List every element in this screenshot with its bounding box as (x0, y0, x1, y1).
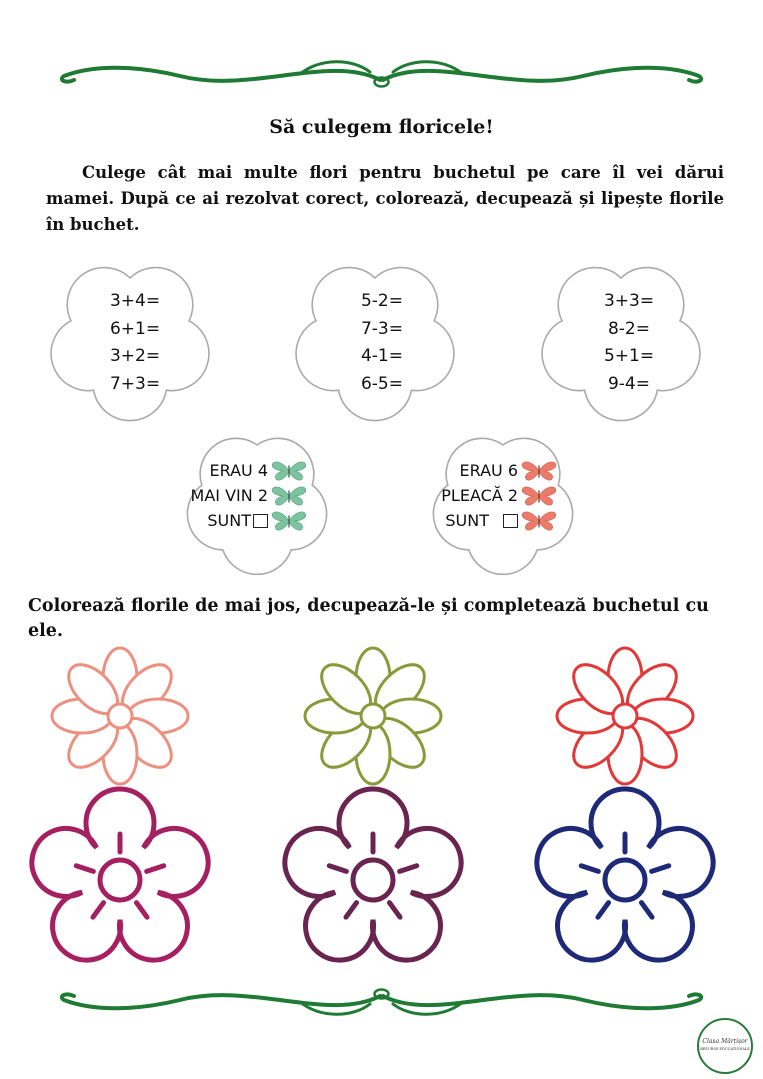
equation: 3+3= (603, 291, 655, 311)
coloring-instruction: Colorează florile de mai jos, decupează-le și completează buchetul cu ele. (28, 596, 709, 641)
problem-text: MAI VIN 2 (190, 486, 268, 505)
flower-icon[interactable] (32, 789, 208, 960)
equation: 7+3= (109, 373, 161, 394)
page-title: Să culegem floricele! (269, 116, 494, 138)
equation: 5-2= (360, 291, 403, 311)
problem-text: PLEACĂ 2 (441, 486, 518, 505)
flower-icon[interactable] (305, 648, 441, 784)
problem-text: ERAU 6 (459, 461, 518, 480)
intro-text: Culege cât mai multe flori pentru buchetul pe care îl vei dărui mamei. După ce ai rezolvat corect, colorează, decupează și lipește florile în buchet. (46, 163, 724, 234)
equation: 5+1= (603, 346, 655, 366)
flower-icon[interactable] (285, 789, 461, 960)
flower-icon[interactable] (557, 648, 693, 784)
equation: 9-4= (607, 373, 650, 394)
flower-icon[interactable] (52, 648, 188, 784)
equation: 4-1= (360, 346, 403, 366)
logo-badge (697, 1018, 753, 1074)
equation: 6+1= (109, 318, 161, 339)
flower-icon[interactable] (537, 789, 713, 960)
badge-sub: RESURSE EDUCATIONALE (700, 1047, 750, 1051)
problem-text: SUNT (445, 511, 489, 530)
equation: 8-2= (607, 318, 650, 339)
badge-name: Clasa Mărțișor (702, 1038, 748, 1045)
equation: 3+2= (109, 346, 161, 366)
equation: 6-5= (360, 373, 403, 394)
equation: 7-3= (360, 318, 403, 339)
equation: 3+4= (109, 291, 161, 311)
problem-text: ERAU 4 (209, 461, 268, 480)
problem-text: SUNT (207, 511, 251, 530)
